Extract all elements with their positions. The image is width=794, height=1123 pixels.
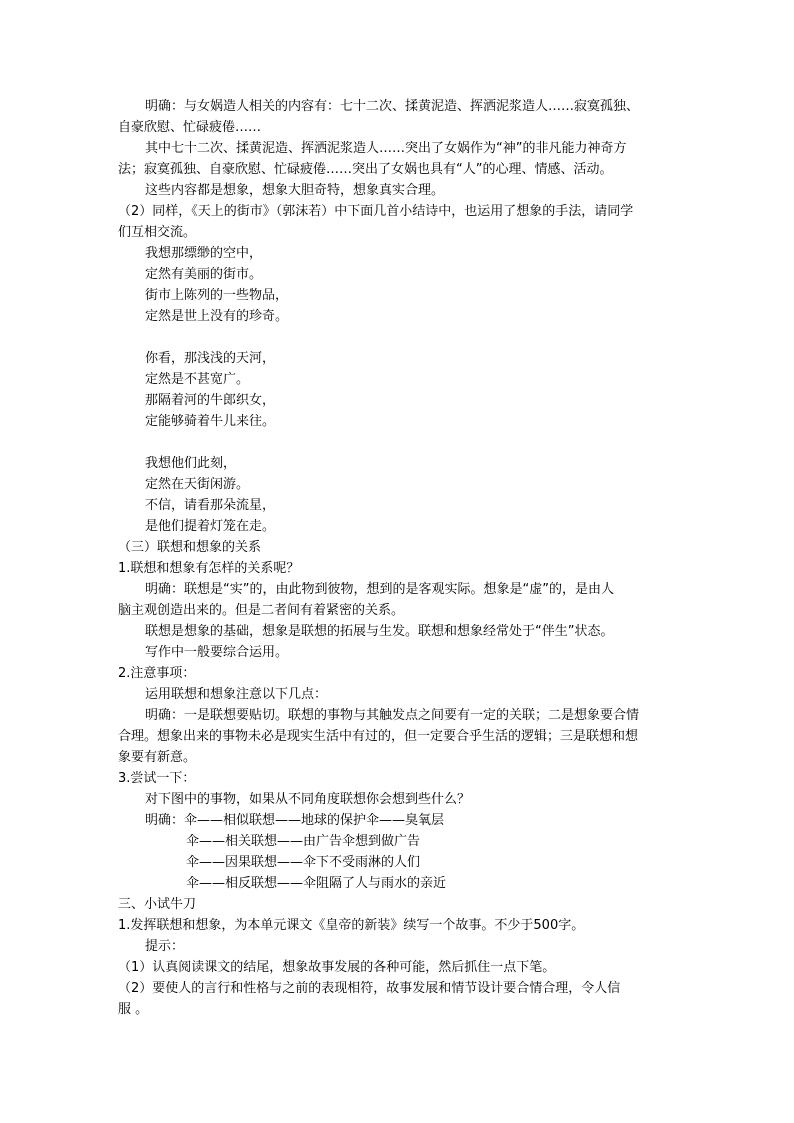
text-line: 不信，请看那朵流星， [145, 498, 276, 513]
text-line: 1.联想和想象有怎样的关系呢？ [118, 561, 300, 576]
text-line: 合理。想象出来的事物未必是现实生活中有过的，但一定要合乎生活的逻辑；三是联想和想 [118, 729, 639, 744]
text-line: 定然是不甚宽广。 [145, 372, 250, 387]
text-line: 写作中一般要综合运用。 [145, 645, 289, 660]
text-line: 我想他们此刻， [145, 456, 237, 471]
text-line: 运用联想和想象注意以下几点： [145, 687, 328, 702]
blank-line [118, 327, 683, 348]
text-line: 是他们提着灯笼在走。 [145, 519, 276, 534]
text-line: 伞——相反联想——伞阻隔了人与雨水的亲近 [186, 876, 447, 891]
text-line: 定然是世上没有的珍奇。 [145, 309, 289, 324]
text-line: 伞——因果联想——伞下不受雨淋的人们 [186, 855, 421, 870]
blank-line [118, 432, 683, 453]
text-line: 明确：伞——相似联想——地球的保护伞——臭氧层 [145, 813, 445, 828]
document-page [118, 96, 683, 1020]
text-line: （1）认真阅读课文的结尾，想象故事发展的各种可能，然后抓住一点下笔。 [118, 960, 556, 975]
text-line: 3.尝试一下： [118, 771, 196, 786]
text-line: 其中七十二次、揉黄泥造、挥洒泥浆造人……突出了女娲作为“神”的非凡能力神奇方 [145, 141, 627, 156]
text-line: （2）同样，《天上的街市》（郭沫若）中下面几首小结诗中，也运用了想象的手法，请同学 [118, 204, 634, 219]
text-line: （2）要使人的言行和性格与之前的表现相符，故事发展和情节设计要合情合理，令人信 [118, 981, 621, 996]
text-line: 自豪欣慰、忙碌疲倦…… [118, 120, 262, 135]
text-line: 法；寂寞孤独、自豪欣慰、忙碌疲倦……突出了女娲也具有“人”的心理、情感、活动。 [118, 162, 613, 177]
text-line: 那隔着河的牛郎织女， [145, 393, 276, 408]
text-line: 对下图中的事物，如果从不同角度联想你会想到些什么？ [145, 792, 471, 807]
text-line: 这些内容都是想象，想象大胆奇特，想象真实合理。 [145, 183, 445, 198]
text-line: 定然有美丽的街市。 [145, 267, 263, 282]
text-line: 1.发挥联想和想象，为本单元课文《皇帝的新装》续写一个故事。不少于500字。 [118, 918, 585, 933]
text-line: 服 。 [118, 1002, 149, 1017]
text-line: 提示： [145, 939, 185, 954]
text-line: 我想那缥缈的空中， [145, 246, 263, 261]
text-line: 明确：与女娲造人相关的内容有：七十二次、揉黄泥造、挥洒泥浆造人……寂寞孤独、 [145, 99, 640, 114]
text-line: （三）联想和想象的关系 [118, 540, 262, 555]
text-line: 你看，那浅浅的天河， [145, 351, 276, 366]
text-line: 街市上陈列的一些物品， [145, 288, 289, 303]
text-line: 脑主观创造出来的。但是二者间有着紧密的关系。 [118, 603, 405, 618]
text-line: 明确：一是联想要贴切。联想的事物与其触发点之间要有一定的关联；二是想象要合情 [145, 708, 640, 723]
text-line: 2.注意事项： [118, 666, 196, 681]
text-line: 伞——相关联想——由广告伞想到做广告 [186, 834, 421, 849]
text-line: 象要有新意。 [118, 750, 197, 765]
text-line: 联想是想象的基础，想象是联想的拓展与生发。联想和想象经常处于“伴生”状态。 [145, 624, 614, 639]
text-line: 定能够骑着牛儿来往。 [145, 414, 276, 429]
text-line: 们互相交流。 [118, 225, 197, 240]
text-line: 明确：联想是“实”的，由此物到彼物，想到的是客观实际。想象是“虚”的，是由人 [145, 582, 614, 597]
text-line: 三、小试牛刀 [118, 897, 197, 912]
text-line: 定然在天街闲游。 [145, 477, 250, 492]
